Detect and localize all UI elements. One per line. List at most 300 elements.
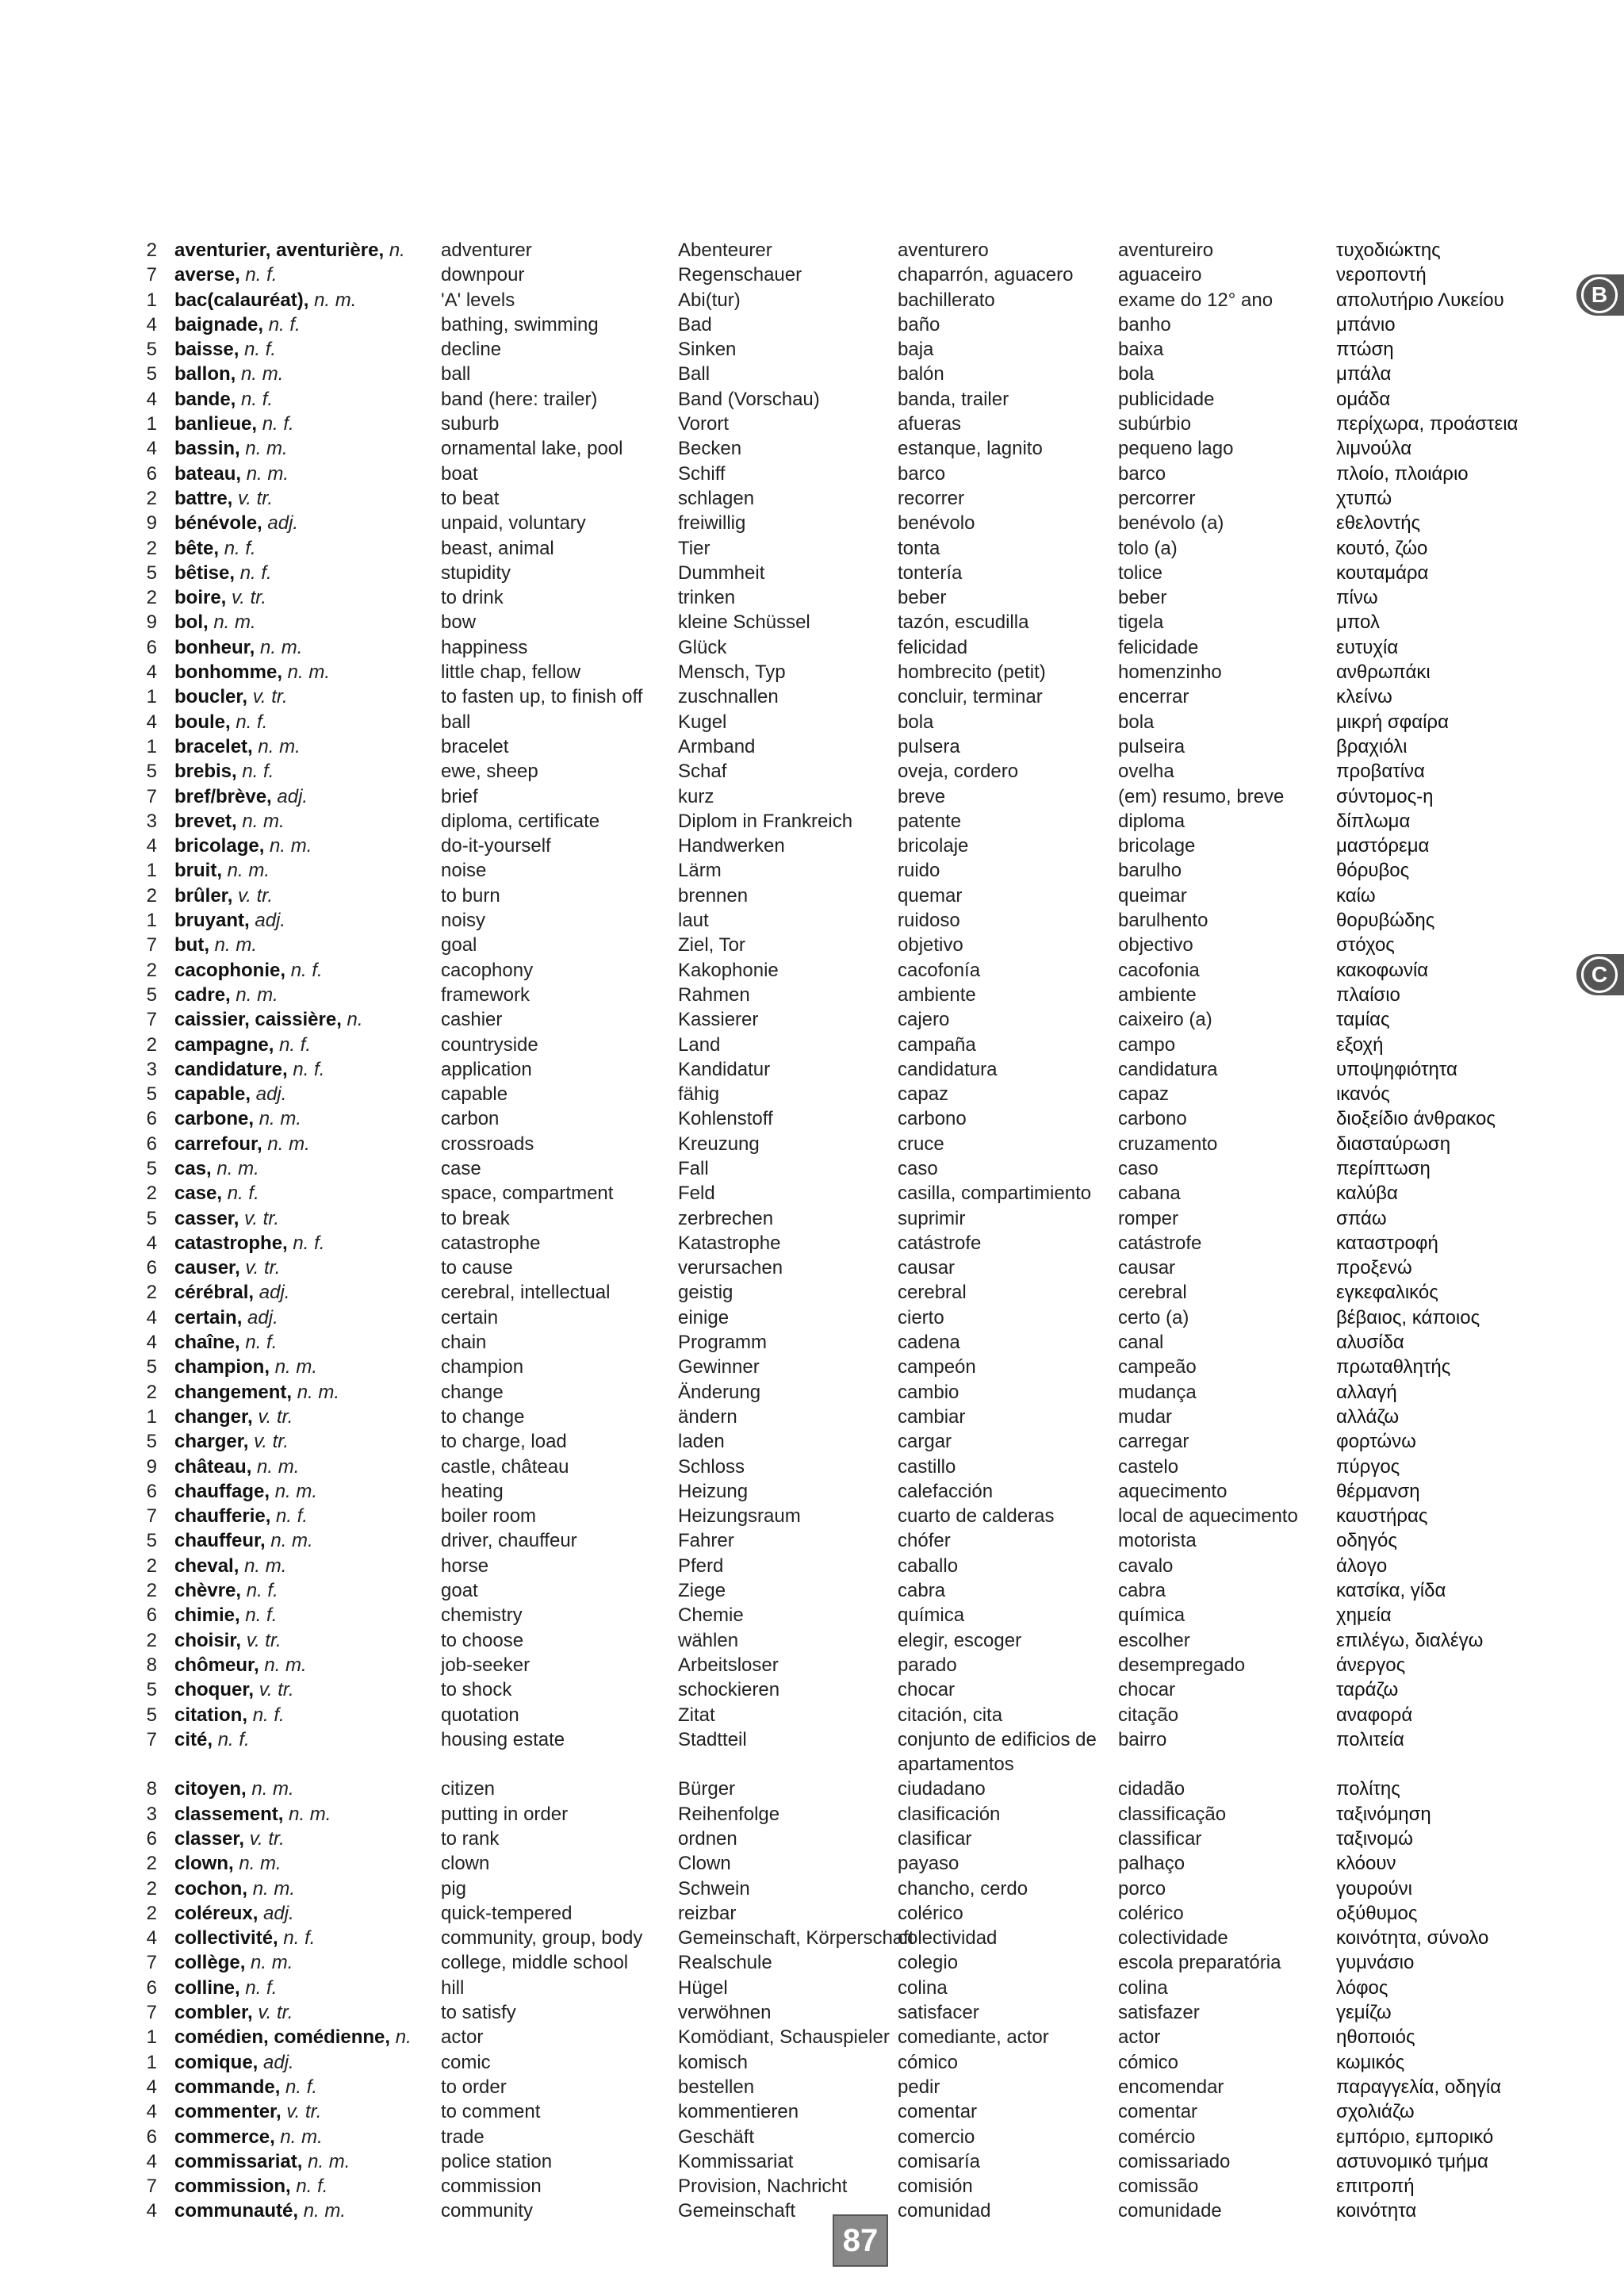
unit-number: 2	[146, 1580, 157, 1602]
french-headword-cell	[174, 1703, 285, 1727]
english-translation: noise	[441, 860, 487, 882]
grammar-label: n. f.	[279, 1033, 312, 1056]
greek-translation: κοινότητα, σύνολο	[1336, 1927, 1489, 1949]
spanish-translation: calefacción	[898, 1480, 994, 1502]
grammar-label: v. tr.	[244, 1207, 280, 1229]
french-headword: changer,	[174, 1405, 253, 1428]
greek-translation: γυμνάσιο	[1336, 1952, 1415, 1974]
unit-number: 5	[146, 1679, 157, 1701]
french-headword-cell	[174, 1653, 307, 1677]
unit-number: 2	[146, 1902, 157, 1924]
portuguese-translation: satisfazer	[1118, 2002, 1200, 2024]
french-headword-cell	[174, 1405, 293, 1429]
french-headword: colline,	[174, 1976, 240, 1999]
greek-translation: αστυνομικό τμήμα	[1336, 2150, 1488, 2172]
portuguese-translation: carbono	[1118, 1108, 1187, 1130]
spanish-translation: pedir	[898, 2076, 940, 2098]
grammar-label: n. m.	[251, 1778, 294, 1800]
portuguese-translation: causar	[1118, 1257, 1176, 1279]
german-translation: Kreuzung	[678, 1133, 760, 1155]
portuguese-translation: cavalo	[1118, 1555, 1174, 1577]
unit-number: 5	[146, 1356, 157, 1378]
french-headword-cell	[174, 710, 267, 734]
french-headword: ballon,	[174, 363, 236, 385]
grammar-label: v. tr.	[258, 2002, 293, 2024]
french-headword: carrefour,	[174, 1133, 262, 1155]
german-translation: Armband	[678, 735, 756, 757]
grammar-label: n. f.	[236, 711, 268, 733]
greek-translation: λιμνούλα	[1336, 438, 1412, 460]
unit-number: 7	[146, 785, 157, 807]
greek-translation: σπάω	[1336, 1207, 1387, 1229]
french-headword-cell	[174, 2099, 321, 2124]
german-translation: kommentieren	[678, 2101, 799, 2123]
spanish-translation: cómico	[898, 2051, 959, 2073]
portuguese-translation: comunidade	[1118, 2200, 1222, 2222]
grammar-label: n. f.	[224, 537, 256, 559]
table-row	[0, 1057, 1570, 1082]
table-row	[0, 1777, 1570, 1801]
german-translation: Rahmen	[678, 983, 750, 1006]
greek-translation: ικανός	[1336, 1083, 1390, 1106]
german-translation: Schiff	[678, 462, 726, 485]
portuguese-translation: cómico	[1118, 2051, 1179, 2073]
french-headword: bruyant,	[174, 910, 250, 932]
table-row	[0, 1156, 1570, 1181]
french-headword-cell	[174, 2125, 323, 2149]
french-headword-cell	[174, 2199, 346, 2223]
spanish-translation: barco	[898, 462, 946, 485]
french-headword-cell	[174, 684, 288, 709]
table-row	[0, 710, 1570, 734]
german-translation: Provision, Nachricht	[678, 2176, 848, 2198]
french-headword-cell	[174, 1455, 299, 1479]
greek-translation: κλείνω	[1336, 686, 1392, 708]
french-headword: bruit,	[174, 860, 222, 882]
table-row	[0, 263, 1570, 287]
unit-number: 2	[146, 1183, 157, 1205]
unit-number: 4	[146, 388, 157, 410]
english-translation: hill	[441, 1976, 465, 1999]
spanish-translation: clasificación	[898, 1803, 1001, 1825]
unit-number: 6	[146, 462, 157, 485]
unit-number: 2	[146, 1282, 157, 1304]
german-translation: Feld	[678, 1183, 715, 1205]
greek-translation: καίω	[1336, 884, 1376, 907]
french-headword: catastrophe,	[174, 1232, 288, 1254]
spanish-translation: colegio	[898, 1952, 959, 1974]
greek-translation: χημεία	[1336, 1604, 1392, 1627]
french-headword-cell	[174, 834, 312, 858]
french-headword-cell	[174, 759, 274, 784]
grammar-label: n. m.	[227, 860, 270, 882]
table-row	[0, 1528, 1570, 1553]
portuguese-translation: certo (a)	[1118, 1306, 1189, 1328]
greek-translation: πτώση	[1336, 339, 1394, 361]
french-headword: changement,	[174, 1381, 293, 1403]
table-row	[0, 536, 1570, 561]
portuguese-translation: capaz	[1118, 1083, 1170, 1106]
section-tab-c[interactable]	[1576, 954, 1624, 995]
spanish-translation: suprimir	[898, 1207, 966, 1229]
portuguese-translation: benévolo (a)	[1118, 512, 1224, 535]
english-translation: clown	[441, 1853, 490, 1875]
table-row	[0, 1429, 1570, 1454]
grammar-label: n. m.	[214, 934, 257, 956]
english-translation: horse	[441, 1555, 489, 1577]
german-translation: Abenteurer	[678, 240, 772, 261]
french-headword-cell	[174, 1206, 279, 1231]
unit-number: 6	[146, 1828, 157, 1850]
french-headword: banlieue,	[174, 413, 258, 435]
greek-translation: θόρυβος	[1336, 860, 1410, 882]
french-headword-cell	[174, 1950, 293, 1975]
greek-translation: οδηγός	[1336, 1530, 1397, 1552]
spanish-translation: campaña	[898, 1033, 976, 1056]
portuguese-translation: comissariado	[1118, 2150, 1231, 2172]
table-row	[0, 486, 1570, 511]
french-headword-cell	[174, 1479, 317, 1504]
table-row	[0, 2199, 1570, 2223]
greek-translation: κωμικός	[1336, 2051, 1405, 2073]
spanish-translation: comediante, actor	[898, 2026, 1049, 2049]
greek-translation: εξοχή	[1336, 1033, 1384, 1056]
portuguese-translation: campo	[1118, 1033, 1176, 1056]
french-headword: bol,	[174, 611, 209, 634]
greek-translation: προξενώ	[1336, 1257, 1412, 1279]
grammar-label: n. m.	[260, 636, 303, 658]
french-headword-cell	[174, 1330, 277, 1355]
table-row	[0, 2000, 1570, 2025]
portuguese-translation: comentar	[1118, 2101, 1198, 2123]
french-headword-cell	[174, 2050, 294, 2075]
grammar-label: n.	[347, 1009, 363, 1031]
french-headword: bassin,	[174, 438, 240, 460]
english-translation: do-it-yourself	[441, 835, 551, 857]
german-translation: Stadtteil	[678, 1728, 747, 1750]
german-translation: Tier	[678, 537, 710, 559]
french-headword-cell	[174, 1380, 339, 1405]
german-translation: Diplom in Frankreich	[678, 810, 853, 832]
english-translation: to comment	[441, 2101, 541, 2123]
unit-number: 4	[146, 835, 157, 857]
table-row	[0, 660, 1570, 684]
portuguese-translation: cabana	[1118, 1183, 1181, 1205]
french-headword: cadre,	[174, 983, 231, 1006]
german-translation: Änderung	[678, 1381, 761, 1403]
german-translation: Handwerken	[678, 835, 785, 857]
greek-translation: περίπτωση	[1336, 1157, 1431, 1179]
french-headword-cell	[174, 858, 270, 883]
english-translation: to satisfy	[441, 2002, 516, 2024]
spanish-translation: baño	[898, 313, 940, 335]
unit-number: 9	[146, 611, 157, 634]
english-translation: bathing, swimming	[441, 313, 599, 335]
table-row	[0, 462, 1570, 486]
english-translation: ball	[441, 363, 471, 385]
table-row	[0, 1280, 1570, 1305]
grammar-label: n. m.	[239, 1853, 282, 1875]
greek-translation: κλόουν	[1336, 1853, 1396, 1875]
spanish-translation: objetivo	[898, 934, 963, 956]
english-translation: community	[441, 2200, 534, 2222]
portuguese-translation: desempregado	[1118, 1654, 1246, 1676]
spanish-translation: bachillerato	[898, 289, 995, 311]
french-headword-cell	[174, 238, 405, 263]
german-translation: Kommissariat	[678, 2150, 794, 2172]
portuguese-translation: ovelha	[1118, 761, 1174, 783]
portuguese-translation: encomendar	[1118, 2076, 1224, 2098]
german-translation: brennen	[678, 884, 749, 907]
spanish-translation: ambiente	[898, 983, 976, 1006]
spanish-translation: comunidad	[898, 2200, 991, 2222]
english-translation: certain	[441, 1306, 499, 1328]
french-headword-cell	[174, 2025, 412, 2049]
vocabulary-table	[0, 238, 1570, 2224]
unit-number: 1	[146, 2026, 157, 2049]
french-headword: charger,	[174, 1431, 249, 1453]
greek-translation: ταράζω	[1336, 1679, 1399, 1701]
grammar-label: n. m.	[259, 1108, 302, 1130]
german-translation: Becken	[678, 438, 742, 460]
spanish-translation: tontería	[898, 562, 963, 584]
french-headword: campagne,	[174, 1033, 274, 1056]
portuguese-translation: ambiente	[1118, 983, 1197, 1006]
german-translation: Reihenfolge	[678, 1803, 780, 1825]
german-translation: verursachen	[678, 1257, 783, 1279]
unit-number: 2	[146, 1033, 157, 1056]
table-row	[0, 1106, 1570, 1131]
english-translation: citizen	[441, 1778, 496, 1800]
spanish-translation: chancho, cerdo	[898, 1877, 1028, 1900]
english-translation: framework	[441, 983, 530, 1006]
french-headword-cell	[174, 1504, 308, 1528]
french-headword: certain,	[174, 1306, 243, 1328]
table-row	[0, 337, 1570, 362]
french-headword: château,	[174, 1455, 252, 1478]
spanish-translation: conjunto de edificios de apartamentos	[898, 1728, 1097, 1775]
table-row	[0, 1033, 1570, 1057]
grammar-label: adj.	[259, 1282, 290, 1304]
greek-translation: καταστροφή	[1336, 1232, 1438, 1254]
greek-translation: πλοίο, πλοιάριο	[1336, 462, 1469, 485]
table-row	[0, 1578, 1570, 1603]
grammar-label: adj.	[267, 512, 299, 535]
spanish-translation: felicidad	[898, 636, 968, 658]
english-translation: to change	[441, 1405, 525, 1428]
french-headword: causer,	[174, 1257, 240, 1279]
french-headword: chimie,	[174, 1604, 240, 1627]
greek-translation: πλαίσιο	[1336, 983, 1400, 1006]
french-headword: comique,	[174, 2051, 259, 2073]
grammar-label: adj.	[263, 1902, 294, 1924]
grammar-label: n. f.	[276, 1505, 308, 1528]
german-translation: ordnen	[678, 1828, 737, 1850]
english-translation: to drink	[441, 587, 504, 609]
table-row	[0, 1455, 1570, 1479]
french-headword-cell	[174, 1603, 277, 1627]
french-headword: choisir,	[174, 1629, 242, 1651]
greek-translation: απολυτήριο Λυκείου	[1336, 289, 1504, 311]
unit-number: 5	[146, 1207, 157, 1229]
french-headword-cell	[174, 561, 272, 585]
english-translation: chain	[441, 1332, 487, 1354]
greek-translation: θέρμανση	[1336, 1480, 1420, 1502]
french-headword: capable,	[174, 1083, 251, 1106]
english-translation: ball	[441, 711, 471, 733]
english-translation: carbon	[441, 1108, 500, 1130]
unit-number: 2	[146, 587, 157, 609]
table-row	[0, 436, 1570, 461]
german-translation: Bürger	[678, 1778, 736, 1800]
english-translation: actor	[441, 2026, 484, 2049]
unit-number: 6	[146, 1133, 157, 1155]
grammar-label: n. f.	[245, 264, 278, 286]
table-row	[0, 1132, 1570, 1156]
spanish-translation: comentar	[898, 2101, 978, 2123]
greek-translation: προβατίνα	[1336, 761, 1425, 783]
grammar-label: v. tr.	[238, 884, 274, 907]
french-headword-cell	[174, 288, 356, 312]
french-headword: baisse,	[174, 339, 239, 361]
section-tab-b[interactable]	[1576, 274, 1624, 316]
french-headword: choquer,	[174, 1679, 255, 1701]
greek-translation: καυστήρας	[1336, 1505, 1428, 1528]
spanish-translation: concluir, terminar	[898, 686, 1043, 708]
table-row	[0, 1851, 1570, 1876]
french-headword-cell	[174, 1007, 363, 1032]
unit-number: 1	[146, 910, 157, 932]
english-translation: cashier	[441, 1009, 503, 1031]
spanish-translation: estanque, lagnito	[898, 438, 1043, 460]
spanish-translation: recorrer	[898, 487, 965, 509]
french-headword-cell	[174, 1231, 324, 1256]
spanish-translation: colérico	[898, 1902, 963, 1924]
portuguese-translation: colectividade	[1118, 1927, 1228, 1949]
german-translation: Komödiant, Schauspieler	[678, 2026, 890, 2049]
greek-translation: ομάδα	[1336, 388, 1391, 410]
spanish-translation: oveja, cordero	[898, 761, 1019, 783]
unit-number: 7	[146, 1009, 157, 1031]
unit-number: 4	[146, 1306, 157, 1328]
portuguese-translation: banho	[1118, 313, 1171, 335]
french-headword: collectivité,	[174, 1927, 278, 1949]
table-row	[0, 684, 1570, 709]
greek-translation: οξύθυμος	[1336, 1902, 1418, 1924]
german-translation: zuschnallen	[678, 686, 779, 708]
english-translation: to burn	[441, 884, 500, 907]
spanish-translation: tazón, escudilla	[898, 611, 1029, 634]
grammar-label: n. m.	[270, 835, 312, 857]
english-translation: noisy	[441, 910, 486, 932]
german-translation: laut	[678, 910, 709, 932]
spanish-translation: cargar	[898, 1431, 952, 1453]
french-headword: cacophonie,	[174, 959, 286, 981]
french-headword: commission,	[174, 2176, 291, 2198]
english-translation: bow	[441, 611, 477, 634]
spanish-translation: ruido	[898, 860, 940, 882]
greek-translation: διασταύρωση	[1336, 1133, 1451, 1155]
english-translation: quotation	[441, 1704, 519, 1726]
french-headword-cell	[174, 387, 273, 412]
spanish-translation: comercio	[898, 2126, 975, 2148]
french-headword: chaufferie,	[174, 1505, 271, 1528]
spanish-translation: chaparrón, aguacero	[898, 264, 1074, 286]
unit-number: 5	[146, 339, 157, 361]
spanish-translation: química	[898, 1604, 965, 1627]
portuguese-translation: chocar	[1118, 1679, 1176, 1701]
french-headword-cell	[174, 1727, 250, 1752]
german-translation: Schloss	[678, 1455, 745, 1478]
greek-translation: τυχοδιώκτης	[1336, 240, 1441, 261]
english-translation: suburb	[441, 413, 500, 435]
greek-translation: πολιτεία	[1336, 1728, 1404, 1750]
grammar-label: n. m.	[241, 363, 284, 385]
english-translation: 'A' levels	[441, 289, 515, 311]
grammar-label: n. f.	[241, 388, 274, 410]
unit-number: 5	[146, 983, 157, 1006]
unit-number: 1	[146, 686, 157, 708]
spanish-translation: caso	[898, 1157, 938, 1179]
spanish-translation: colina	[898, 1976, 948, 1999]
table-row	[0, 1305, 1570, 1330]
table-row	[0, 933, 1570, 957]
german-translation: Clown	[678, 1853, 731, 1875]
portuguese-translation: caso	[1118, 1157, 1159, 1179]
german-translation: trinken	[678, 587, 736, 609]
german-translation: Fahrer	[678, 1530, 734, 1552]
german-translation: Schaf	[678, 761, 727, 783]
greek-translation: κοινότητα	[1336, 2200, 1417, 2222]
german-translation: zerbrechen	[678, 1207, 774, 1229]
french-headword: brûler,	[174, 884, 233, 907]
greek-translation: πολίτης	[1336, 1778, 1400, 1800]
portuguese-translation: beber	[1118, 587, 1167, 609]
table-row	[0, 635, 1570, 660]
unit-number: 7	[146, 2002, 157, 2024]
german-translation: Abi(tur)	[678, 289, 741, 311]
unit-number: 6	[146, 1108, 157, 1130]
table-row	[0, 983, 1570, 1007]
greek-translation: γεμίζω	[1336, 2002, 1392, 2024]
portuguese-translation: barulhento	[1118, 910, 1208, 932]
greek-translation: κουταμάρα	[1336, 562, 1429, 584]
unit-number: 4	[146, 2101, 157, 2123]
english-translation: ornamental lake, pool	[441, 438, 623, 460]
german-translation: wählen	[678, 1629, 739, 1651]
unit-number: 5	[146, 1157, 157, 1179]
spanish-translation: cacofonía	[898, 959, 981, 981]
french-headword-cell	[174, 734, 301, 759]
grammar-label: v. tr.	[259, 1679, 294, 1701]
english-translation: putting in order	[441, 1803, 569, 1825]
greek-translation: άνεργος	[1336, 1654, 1406, 1676]
grammar-label: n. m.	[264, 1654, 307, 1676]
unit-number: 2	[146, 537, 157, 559]
grammar-label: n. f.	[293, 1058, 325, 1080]
french-headword-cell	[174, 263, 277, 287]
unit-number: 5	[146, 363, 157, 385]
german-translation: Ball	[678, 363, 710, 385]
english-translation: quick-tempered	[441, 1902, 573, 1924]
table-row	[0, 312, 1570, 337]
unit-number: 6	[146, 1604, 157, 1627]
portuguese-translation: classificação	[1118, 1803, 1227, 1825]
spanish-translation: beber	[898, 587, 947, 609]
english-translation: capable	[441, 1083, 508, 1106]
french-headword-cell	[174, 610, 256, 634]
greek-translation: σχολιάζω	[1336, 2101, 1415, 2123]
